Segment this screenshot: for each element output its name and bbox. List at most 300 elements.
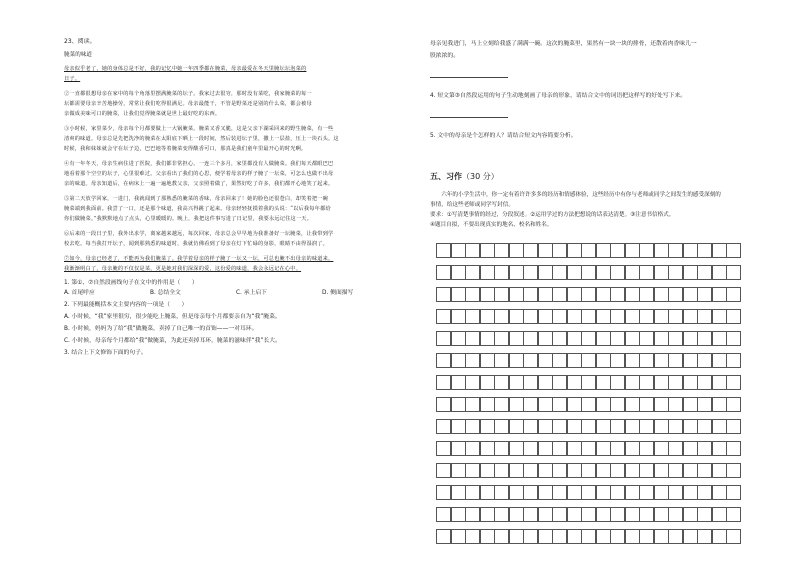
grid-cell[interactable] bbox=[451, 419, 466, 434]
grid-cell[interactable] bbox=[436, 243, 451, 258]
grid-cell[interactable] bbox=[596, 485, 611, 500]
grid-cell[interactable] bbox=[668, 309, 683, 324]
grid-cell[interactable] bbox=[538, 441, 553, 456]
grid-cell[interactable] bbox=[538, 507, 553, 522]
grid-cell[interactable] bbox=[523, 397, 538, 412]
grid-cell[interactable] bbox=[581, 265, 596, 280]
grid-cell[interactable] bbox=[538, 463, 553, 478]
answer-line-4[interactable] bbox=[430, 111, 508, 118]
grid-cell[interactable] bbox=[639, 463, 654, 478]
grid-cell[interactable] bbox=[683, 529, 698, 544]
grid-cell[interactable] bbox=[668, 375, 683, 390]
grid-cell[interactable] bbox=[436, 529, 451, 544]
grid-cell[interactable] bbox=[538, 419, 553, 434]
grid-cell[interactable] bbox=[639, 353, 654, 368]
grid-cell[interactable] bbox=[610, 419, 625, 434]
grid-cell[interactable] bbox=[480, 485, 495, 500]
grid-cell[interactable] bbox=[726, 331, 741, 346]
grid-cell[interactable] bbox=[567, 485, 582, 500]
grid-cell[interactable] bbox=[552, 441, 567, 456]
grid-cell[interactable] bbox=[596, 463, 611, 478]
grid-cell[interactable] bbox=[509, 375, 524, 390]
grid-cell[interactable] bbox=[451, 309, 466, 324]
question-2-option-a[interactable]: A. 小时候，“我”家里很穷，很少能吃上腌菜，但是母亲每个月都要亲自为“我”腌菜。 bbox=[64, 314, 281, 320]
grid-cell[interactable] bbox=[596, 353, 611, 368]
grid-cell[interactable] bbox=[610, 265, 625, 280]
grid-cell[interactable] bbox=[683, 419, 698, 434]
grid-cell[interactable] bbox=[538, 243, 553, 258]
grid-cell[interactable] bbox=[480, 397, 495, 412]
grid-cell[interactable] bbox=[567, 529, 582, 544]
grid-cell[interactable] bbox=[523, 353, 538, 368]
grid-cell[interactable] bbox=[538, 287, 553, 302]
grid-cell[interactable] bbox=[494, 529, 509, 544]
grid-cell[interactable] bbox=[712, 507, 727, 522]
grid-cell[interactable] bbox=[625, 485, 640, 500]
grid-cell[interactable] bbox=[581, 287, 596, 302]
grid-cell[interactable] bbox=[567, 507, 582, 522]
grid-cell[interactable] bbox=[697, 243, 712, 258]
grid-cell[interactable] bbox=[697, 529, 712, 544]
grid-cell[interactable] bbox=[683, 441, 698, 456]
grid-cell[interactable] bbox=[480, 353, 495, 368]
grid-cell[interactable] bbox=[683, 287, 698, 302]
grid-cell[interactable] bbox=[567, 331, 582, 346]
grid-cell[interactable] bbox=[465, 507, 480, 522]
grid-cell[interactable] bbox=[567, 287, 582, 302]
grid-cell[interactable] bbox=[581, 243, 596, 258]
grid-cell[interactable] bbox=[523, 441, 538, 456]
grid-cell[interactable] bbox=[654, 375, 669, 390]
grid-cell[interactable] bbox=[654, 441, 669, 456]
option-a[interactable]: A. 首尾呼应 bbox=[64, 290, 95, 296]
grid-cell[interactable] bbox=[451, 485, 466, 500]
grid-cell[interactable] bbox=[436, 265, 451, 280]
grid-cell[interactable] bbox=[610, 353, 625, 368]
grid-cell[interactable] bbox=[654, 331, 669, 346]
grid-cell[interactable] bbox=[625, 243, 640, 258]
grid-cell[interactable] bbox=[552, 287, 567, 302]
grid-cell[interactable] bbox=[639, 287, 654, 302]
grid-cell[interactable] bbox=[683, 331, 698, 346]
grid-cell[interactable] bbox=[697, 419, 712, 434]
grid-cell[interactable] bbox=[523, 265, 538, 280]
grid-cell[interactable] bbox=[726, 287, 741, 302]
grid-cell[interactable] bbox=[436, 287, 451, 302]
grid-cell[interactable] bbox=[697, 485, 712, 500]
grid-cell[interactable] bbox=[581, 463, 596, 478]
grid-cell[interactable] bbox=[465, 375, 480, 390]
grid-cell[interactable] bbox=[436, 463, 451, 478]
grid-cell[interactable] bbox=[625, 419, 640, 434]
grid-cell[interactable] bbox=[610, 463, 625, 478]
grid-cell[interactable] bbox=[494, 441, 509, 456]
grid-cell[interactable] bbox=[683, 463, 698, 478]
grid-cell[interactable] bbox=[668, 441, 683, 456]
grid-cell[interactable] bbox=[654, 529, 669, 544]
grid-cell[interactable] bbox=[552, 507, 567, 522]
grid-cell[interactable] bbox=[610, 243, 625, 258]
grid-cell[interactable] bbox=[436, 353, 451, 368]
grid-cell[interactable] bbox=[538, 485, 553, 500]
grid-cell[interactable] bbox=[610, 287, 625, 302]
option-b[interactable]: B. 总结全文 bbox=[150, 290, 181, 296]
grid-cell[interactable] bbox=[523, 419, 538, 434]
grid-cell[interactable] bbox=[509, 441, 524, 456]
grid-cell[interactable] bbox=[538, 331, 553, 346]
grid-cell[interactable] bbox=[509, 463, 524, 478]
grid-cell[interactable] bbox=[523, 485, 538, 500]
grid-cell[interactable] bbox=[639, 375, 654, 390]
grid-cell[interactable] bbox=[625, 507, 640, 522]
grid-cell[interactable] bbox=[654, 309, 669, 324]
grid-cell[interactable] bbox=[451, 463, 466, 478]
grid-cell[interactable] bbox=[712, 397, 727, 412]
grid-cell[interactable] bbox=[552, 265, 567, 280]
grid-cell[interactable] bbox=[668, 485, 683, 500]
grid-cell[interactable] bbox=[726, 463, 741, 478]
grid-cell[interactable] bbox=[726, 353, 741, 368]
grid-cell[interactable] bbox=[509, 507, 524, 522]
writing-grid[interactable] bbox=[436, 243, 741, 551]
grid-cell[interactable] bbox=[494, 331, 509, 346]
grid-cell[interactable] bbox=[538, 397, 553, 412]
grid-cell[interactable] bbox=[726, 485, 741, 500]
grid-cell[interactable] bbox=[465, 243, 480, 258]
grid-cell[interactable] bbox=[610, 375, 625, 390]
grid-cell[interactable] bbox=[480, 331, 495, 346]
grid-cell[interactable] bbox=[465, 419, 480, 434]
grid-cell[interactable] bbox=[523, 287, 538, 302]
grid-cell[interactable] bbox=[726, 243, 741, 258]
grid-cell[interactable] bbox=[697, 309, 712, 324]
grid-cell[interactable] bbox=[639, 485, 654, 500]
grid-cell[interactable] bbox=[668, 331, 683, 346]
grid-cell[interactable] bbox=[509, 353, 524, 368]
option-d[interactable]: D. 侧面描写 bbox=[322, 290, 354, 296]
grid-cell[interactable] bbox=[567, 419, 582, 434]
grid-cell[interactable] bbox=[465, 287, 480, 302]
grid-cell[interactable] bbox=[596, 529, 611, 544]
grid-cell[interactable] bbox=[567, 243, 582, 258]
grid-cell[interactable] bbox=[581, 529, 596, 544]
grid-cell[interactable] bbox=[436, 397, 451, 412]
grid-cell[interactable] bbox=[451, 265, 466, 280]
grid-cell[interactable] bbox=[639, 243, 654, 258]
grid-cell[interactable] bbox=[726, 265, 741, 280]
grid-cell[interactable] bbox=[726, 309, 741, 324]
grid-cell[interactable] bbox=[697, 507, 712, 522]
grid-cell[interactable] bbox=[654, 507, 669, 522]
question-2-option-c[interactable]: C. 小时候，母亲每个月都给“我”做腌菜，为此还卖掉耳环，腌菜的滋味伴“我”长大。 bbox=[64, 338, 281, 344]
grid-cell[interactable] bbox=[436, 309, 451, 324]
grid-cell[interactable] bbox=[494, 375, 509, 390]
grid-cell[interactable] bbox=[465, 353, 480, 368]
grid-cell[interactable] bbox=[625, 441, 640, 456]
grid-cell[interactable] bbox=[639, 309, 654, 324]
grid-cell[interactable] bbox=[639, 507, 654, 522]
grid-cell[interactable] bbox=[712, 309, 727, 324]
grid-cell[interactable] bbox=[712, 485, 727, 500]
grid-cell[interactable] bbox=[567, 397, 582, 412]
grid-cell[interactable] bbox=[610, 331, 625, 346]
grid-cell[interactable] bbox=[610, 529, 625, 544]
grid-cell[interactable] bbox=[465, 485, 480, 500]
grid-cell[interactable] bbox=[712, 463, 727, 478]
grid-cell[interactable] bbox=[552, 243, 567, 258]
grid-cell[interactable] bbox=[581, 485, 596, 500]
grid-cell[interactable] bbox=[494, 353, 509, 368]
grid-cell[interactable] bbox=[625, 353, 640, 368]
grid-cell[interactable] bbox=[567, 441, 582, 456]
grid-cell[interactable] bbox=[668, 243, 683, 258]
grid-cell[interactable] bbox=[697, 375, 712, 390]
grid-cell[interactable] bbox=[494, 243, 509, 258]
grid-cell[interactable] bbox=[436, 331, 451, 346]
grid-cell[interactable] bbox=[654, 243, 669, 258]
grid-cell[interactable] bbox=[552, 375, 567, 390]
grid-cell[interactable] bbox=[596, 287, 611, 302]
grid-cell[interactable] bbox=[668, 397, 683, 412]
grid-cell[interactable] bbox=[451, 441, 466, 456]
grid-cell[interactable] bbox=[625, 309, 640, 324]
grid-cell[interactable] bbox=[480, 265, 495, 280]
grid-cell[interactable] bbox=[668, 353, 683, 368]
grid-cell[interactable] bbox=[654, 463, 669, 478]
grid-cell[interactable] bbox=[610, 507, 625, 522]
grid-cell[interactable] bbox=[465, 529, 480, 544]
grid-cell[interactable] bbox=[625, 265, 640, 280]
grid-cell[interactable] bbox=[480, 309, 495, 324]
grid-cell[interactable] bbox=[596, 243, 611, 258]
grid-cell[interactable] bbox=[581, 441, 596, 456]
grid-cell[interactable] bbox=[509, 287, 524, 302]
grid-cell[interactable] bbox=[697, 397, 712, 412]
grid-cell[interactable] bbox=[538, 375, 553, 390]
grid-cell[interactable] bbox=[712, 419, 727, 434]
grid-cell[interactable] bbox=[683, 243, 698, 258]
grid-cell[interactable] bbox=[726, 441, 741, 456]
grid-cell[interactable] bbox=[494, 485, 509, 500]
grid-cell[interactable] bbox=[668, 265, 683, 280]
grid-cell[interactable] bbox=[567, 375, 582, 390]
option-c[interactable]: C. 承上启下 bbox=[236, 290, 267, 296]
grid-cell[interactable] bbox=[552, 397, 567, 412]
grid-cell[interactable] bbox=[639, 265, 654, 280]
grid-cell[interactable] bbox=[625, 375, 640, 390]
grid-cell[interactable] bbox=[712, 529, 727, 544]
grid-cell[interactable] bbox=[538, 353, 553, 368]
grid-cell[interactable] bbox=[494, 397, 509, 412]
grid-cell[interactable] bbox=[625, 463, 640, 478]
grid-cell[interactable] bbox=[697, 463, 712, 478]
grid-cell[interactable] bbox=[726, 507, 741, 522]
grid-cell[interactable] bbox=[683, 375, 698, 390]
grid-cell[interactable] bbox=[465, 309, 480, 324]
grid-cell[interactable] bbox=[567, 463, 582, 478]
grid-cell[interactable] bbox=[494, 265, 509, 280]
grid-cell[interactable] bbox=[552, 485, 567, 500]
grid-cell[interactable] bbox=[465, 441, 480, 456]
grid-cell[interactable] bbox=[726, 419, 741, 434]
grid-cell[interactable] bbox=[654, 485, 669, 500]
grid-cell[interactable] bbox=[639, 397, 654, 412]
grid-cell[interactable] bbox=[712, 353, 727, 368]
grid-cell[interactable] bbox=[726, 529, 741, 544]
grid-cell[interactable] bbox=[596, 441, 611, 456]
grid-cell[interactable] bbox=[436, 507, 451, 522]
grid-cell[interactable] bbox=[436, 419, 451, 434]
grid-cell[interactable] bbox=[436, 441, 451, 456]
grid-cell[interactable] bbox=[668, 463, 683, 478]
grid-cell[interactable] bbox=[610, 485, 625, 500]
grid-cell[interactable] bbox=[596, 397, 611, 412]
grid-cell[interactable] bbox=[596, 309, 611, 324]
grid-cell[interactable] bbox=[494, 309, 509, 324]
grid-cell[interactable] bbox=[523, 243, 538, 258]
answer-line-3[interactable] bbox=[430, 71, 508, 78]
grid-cell[interactable] bbox=[596, 507, 611, 522]
grid-cell[interactable] bbox=[581, 309, 596, 324]
grid-cell[interactable] bbox=[552, 419, 567, 434]
grid-cell[interactable] bbox=[451, 529, 466, 544]
grid-cell[interactable] bbox=[509, 529, 524, 544]
grid-cell[interactable] bbox=[480, 375, 495, 390]
grid-cell[interactable] bbox=[668, 529, 683, 544]
grid-cell[interactable] bbox=[552, 331, 567, 346]
grid-cell[interactable] bbox=[625, 397, 640, 412]
grid-cell[interactable] bbox=[726, 397, 741, 412]
grid-cell[interactable] bbox=[654, 265, 669, 280]
grid-cell[interactable] bbox=[451, 507, 466, 522]
grid-cell[interactable] bbox=[523, 529, 538, 544]
grid-cell[interactable] bbox=[596, 265, 611, 280]
grid-cell[interactable] bbox=[552, 463, 567, 478]
grid-cell[interactable] bbox=[451, 287, 466, 302]
grid-cell[interactable] bbox=[465, 397, 480, 412]
grid-cell[interactable] bbox=[480, 287, 495, 302]
grid-cell[interactable] bbox=[465, 331, 480, 346]
grid-cell[interactable] bbox=[552, 353, 567, 368]
grid-cell[interactable] bbox=[581, 419, 596, 434]
grid-cell[interactable] bbox=[567, 353, 582, 368]
grid-cell[interactable] bbox=[480, 507, 495, 522]
grid-cell[interactable] bbox=[654, 287, 669, 302]
grid-cell[interactable] bbox=[451, 375, 466, 390]
grid-cell[interactable] bbox=[523, 331, 538, 346]
grid-cell[interactable] bbox=[683, 485, 698, 500]
grid-cell[interactable] bbox=[480, 463, 495, 478]
grid-cell[interactable] bbox=[625, 287, 640, 302]
grid-cell[interactable] bbox=[712, 243, 727, 258]
grid-cell[interactable] bbox=[726, 375, 741, 390]
grid-cell[interactable] bbox=[451, 353, 466, 368]
grid-cell[interactable] bbox=[509, 485, 524, 500]
grid-cell[interactable] bbox=[712, 441, 727, 456]
grid-cell[interactable] bbox=[451, 397, 466, 412]
grid-cell[interactable] bbox=[436, 375, 451, 390]
grid-cell[interactable] bbox=[451, 243, 466, 258]
grid-cell[interactable] bbox=[639, 419, 654, 434]
grid-cell[interactable] bbox=[523, 375, 538, 390]
grid-cell[interactable] bbox=[552, 529, 567, 544]
grid-cell[interactable] bbox=[581, 331, 596, 346]
grid-cell[interactable] bbox=[509, 265, 524, 280]
grid-cell[interactable] bbox=[697, 441, 712, 456]
grid-cell[interactable] bbox=[494, 463, 509, 478]
grid-cell[interactable] bbox=[538, 309, 553, 324]
grid-cell[interactable] bbox=[509, 331, 524, 346]
grid-cell[interactable] bbox=[596, 419, 611, 434]
grid-cell[interactable] bbox=[712, 287, 727, 302]
grid-cell[interactable] bbox=[668, 507, 683, 522]
grid-cell[interactable] bbox=[654, 353, 669, 368]
grid-cell[interactable] bbox=[697, 353, 712, 368]
grid-cell[interactable] bbox=[639, 441, 654, 456]
grid-cell[interactable] bbox=[668, 287, 683, 302]
grid-cell[interactable] bbox=[581, 375, 596, 390]
grid-cell[interactable] bbox=[509, 243, 524, 258]
grid-cell[interactable] bbox=[494, 287, 509, 302]
grid-cell[interactable] bbox=[610, 441, 625, 456]
grid-cell[interactable] bbox=[523, 463, 538, 478]
grid-cell[interactable] bbox=[712, 265, 727, 280]
grid-cell[interactable] bbox=[480, 441, 495, 456]
grid-cell[interactable] bbox=[509, 419, 524, 434]
grid-cell[interactable] bbox=[480, 243, 495, 258]
grid-cell[interactable] bbox=[480, 529, 495, 544]
grid-cell[interactable] bbox=[625, 331, 640, 346]
grid-cell[interactable] bbox=[668, 419, 683, 434]
grid-cell[interactable] bbox=[683, 309, 698, 324]
grid-cell[interactable] bbox=[567, 309, 582, 324]
grid-cell[interactable] bbox=[596, 331, 611, 346]
grid-cell[interactable] bbox=[639, 529, 654, 544]
grid-cell[interactable] bbox=[697, 287, 712, 302]
grid-cell[interactable] bbox=[538, 529, 553, 544]
grid-cell[interactable] bbox=[596, 375, 611, 390]
grid-cell[interactable] bbox=[552, 309, 567, 324]
grid-cell[interactable] bbox=[465, 463, 480, 478]
grid-cell[interactable] bbox=[538, 265, 553, 280]
grid-cell[interactable] bbox=[639, 331, 654, 346]
grid-cell[interactable] bbox=[697, 331, 712, 346]
grid-cell[interactable] bbox=[697, 265, 712, 280]
grid-cell[interactable] bbox=[509, 397, 524, 412]
grid-cell[interactable] bbox=[451, 331, 466, 346]
grid-cell[interactable] bbox=[683, 397, 698, 412]
grid-cell[interactable] bbox=[610, 397, 625, 412]
grid-cell[interactable] bbox=[581, 397, 596, 412]
question-2-option-b[interactable]: B. 小时候，妈妈为了给“我”做腌菜，卖掉了自己唯一的首饰——一对耳环。 bbox=[64, 326, 258, 332]
grid-cell[interactable] bbox=[465, 265, 480, 280]
grid-cell[interactable] bbox=[523, 507, 538, 522]
grid-cell[interactable] bbox=[509, 309, 524, 324]
grid-cell[interactable] bbox=[581, 507, 596, 522]
grid-cell[interactable] bbox=[683, 353, 698, 368]
grid-cell[interactable] bbox=[625, 529, 640, 544]
grid-cell[interactable] bbox=[436, 485, 451, 500]
grid-cell[interactable] bbox=[567, 265, 582, 280]
grid-cell[interactable] bbox=[712, 331, 727, 346]
grid-cell[interactable] bbox=[494, 507, 509, 522]
grid-cell[interactable] bbox=[712, 375, 727, 390]
grid-cell[interactable] bbox=[683, 507, 698, 522]
grid-cell[interactable] bbox=[654, 419, 669, 434]
grid-cell[interactable] bbox=[654, 397, 669, 412]
grid-cell[interactable] bbox=[523, 309, 538, 324]
grid-cell[interactable] bbox=[683, 265, 698, 280]
